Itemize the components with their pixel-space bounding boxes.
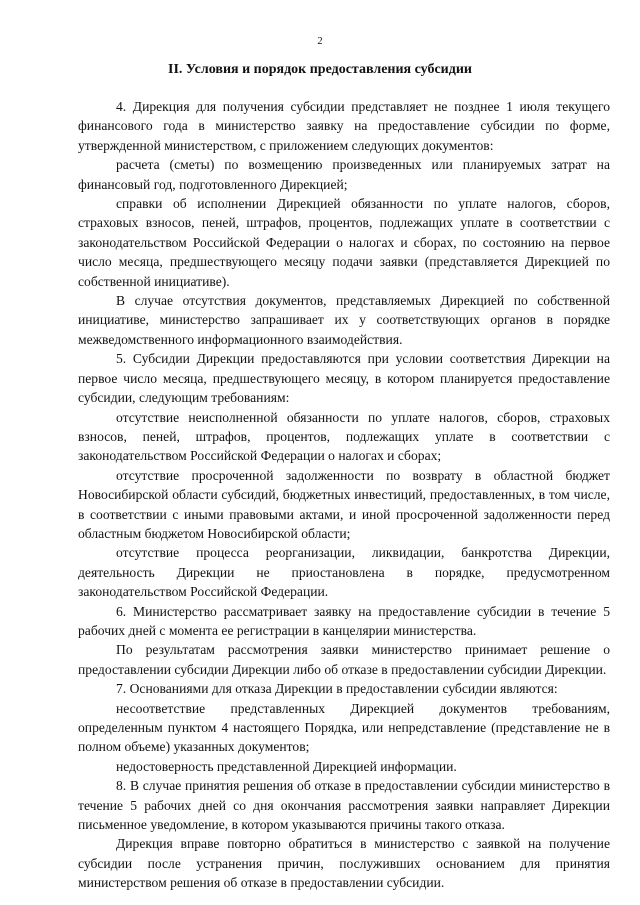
paragraph-no-overdue-debt: отсутствие просроченной задолженности по возврату в областной бюджет Новосибирской области субсидий, бюджетных инвестиций, предоставленных, в том числе, в соответствии с иными правовыми актами, и иной просроченной задолженности перед областным бюджетом Новосибирской области; <box>78 467 610 541</box>
paragraph-false-information: недостоверность представленной Дирекцией информации. <box>116 758 457 774</box>
paragraph-item-4: 4. Дирекция для получения субсидии представляет не позднее 1 июля текущего финансового года в министерство заявку на предоставление субсидии по форме, утвержденной министерством, с приложением следующих документов: <box>78 99 610 153</box>
paragraph-missing-documents: В случае отсутствия документов, представляемых Дирекцией по собственной инициативе, министерство запрашивает их у соответствующих органов в порядке межведомственного информационного взаимодействия. <box>78 293 610 347</box>
paragraph-review-decision: По результатам рассмотрения заявки министерство принимает решение о предоставлении субсидии Дирекции либо об отказе в предоставлении субсидии Дирекции. <box>78 642 610 677</box>
paragraph-item-8: 8. В случае принятия решения об отказе в предоставлении субсидии министерство в течение 5 рабочих дней со дня окончания рассмотрения заявки направляет Дирекции письменное уведомление, в котором указываются причины такого отказа. <box>78 778 610 833</box>
paragraph-noncompliance: несоответствие представленных Дирекцией документов требованиям, определенным пунктом 4 настоящего Порядка, или непредставление (представление не в полном объеме) указанных документов; <box>78 700 610 755</box>
section-title: II. Условия и порядок предоставления субсидии <box>168 62 472 77</box>
page-number: 2 <box>317 36 323 47</box>
paragraph-item-7: 7. Основаниями для отказа Дирекции в предоставлении субсидии являются: <box>116 681 558 697</box>
paragraph-reapply: Дирекция вправе повторно обратиться в министерство с заявкой на получение субсидии после устранения причин, послуживших основанием для принятия министерством решения об отказе в предоставлении субсидии. <box>78 836 610 891</box>
paragraph-item-6: 6. Министерство рассматривает заявку на предоставление субсидии в течение 5 рабочих дней с момента ее регистрации в канцелярии министерства. <box>78 603 610 638</box>
paragraph-calculation: расчета (сметы) по возмещению произведенных или планируемых затрат на финансовый год, подготовленного Дирекцией; <box>78 157 610 192</box>
paragraph-no-tax-debt: отсутствие неисполненной обязанности по уплате налогов, сборов, страховых взносов, пеней, штрафов, процентов, подлежащих уплате в соответствии с законодательством Российской Федерации о налогах и сборах; <box>78 409 610 464</box>
document-body <box>78 97 610 893</box>
paragraph-item-5: 5. Субсидии Дирекции предоставляются при условии соответствия Дирекции на первое число месяца, предшествующего месяцу, в котором планируется предоставление субсидии, следующим требованиям: <box>78 351 610 406</box>
paragraph-tax-certificate: справки об исполнении Дирекцией обязанности по уплате налогов, сборов, страховых взносов, пеней, штрафов, процентов, подлежащих уплате в соответствии с законодательством Российской Федерации о налогах и сборах, по состоянию на первое число месяца, предшествующего месяцу подачи заявки (представляется Дирекцией по собственной инициативе). <box>78 196 610 289</box>
paragraph-no-reorganization: отсутствие процесса реорганизации, ликвидации, банкротства Дирекции, деятельность Дирекции не приостановлена в порядке, предусмотренном законодательством Российской Федерации. <box>78 545 610 600</box>
